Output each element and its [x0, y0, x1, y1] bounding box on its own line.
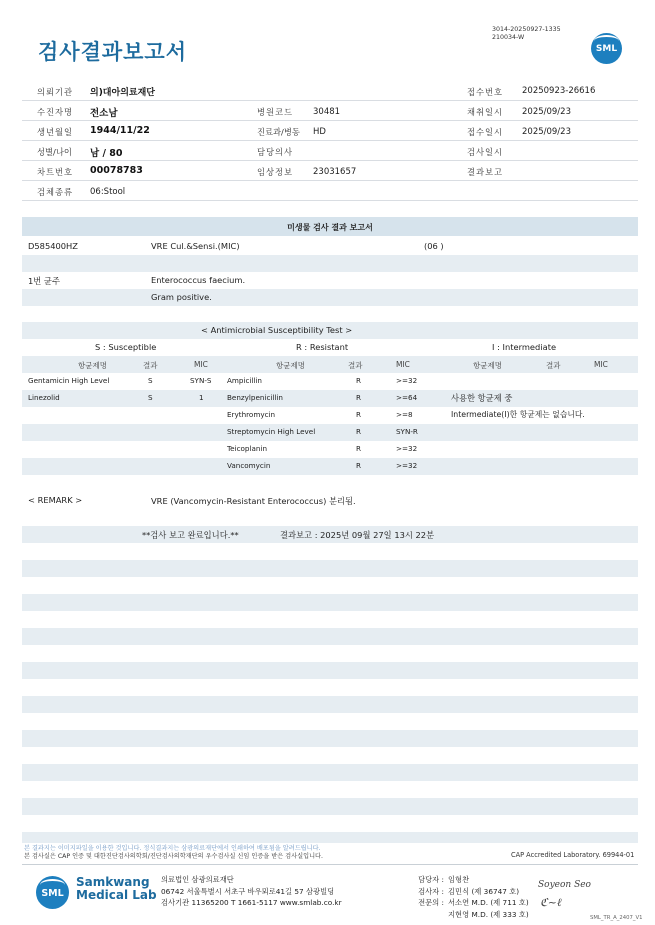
stripe [22, 764, 638, 781]
col-result-right: 결과 [546, 361, 561, 370]
signature-icon: Soyeon Seo [538, 880, 591, 890]
sex-age-label: 성별/나이 [37, 147, 72, 157]
col-mic-left: MIC [194, 360, 208, 369]
report-time: 결과보고 : 2025년 09월 27일 13시 22분 [280, 530, 435, 540]
table-row-mic: 1 [199, 393, 204, 402]
staff-manager: 임형찬 [448, 875, 470, 884]
col-drug-left: 항균제명 [78, 361, 107, 370]
intermediate-note-line2: Intermediate(I)한 항균제는 없습니다. [451, 410, 585, 419]
req-org-label: 의뢰기관 [37, 87, 74, 97]
footer-divider [22, 864, 638, 865]
staff-tester-label: 검사자 : [418, 886, 444, 896]
table-row-result: R [356, 393, 361, 402]
patient-name-label: 수진자명 [37, 107, 74, 117]
receipt-no-label: 접수번호 [467, 87, 504, 97]
org-line1: 의료법인 삼광의료재단 [161, 875, 234, 884]
remark-label: < REMARK > [28, 495, 83, 505]
table-row-mic: SYN-S [190, 376, 212, 385]
birth-value: 1944/11/22 [90, 125, 150, 136]
stripe [22, 730, 638, 747]
stripe [22, 832, 638, 843]
document-id-line1: 3014-20250927-1335 [492, 26, 561, 33]
table-row-result: R [356, 461, 361, 470]
stripe [22, 696, 638, 713]
clinical-value: 23031657 [313, 167, 357, 177]
stripe [22, 662, 638, 679]
cap-accreditation: CAP Accredited Laboratory. 69944-01 [511, 851, 635, 859]
table-row-drug: Linezolid [28, 393, 60, 402]
footer-note-accreditation: 본 검사실은 CAP 인증 및 대한진단검사의학회/진단검사의학재단의 우수검사실 신임 인증을 받은 검사실입니다. [24, 853, 323, 860]
signature-2-icon: ℭ~ℓ [540, 896, 562, 909]
patient-name-value: 전소남 [90, 108, 118, 119]
staff-list [411, 874, 529, 920]
table-row-result: R [356, 376, 361, 385]
table-row-drug: Gentamicin High Level [28, 376, 110, 385]
table-row-drug: Teicoplanin [227, 444, 268, 453]
specimen-label: 검체종류 [37, 187, 74, 197]
stripe [22, 560, 638, 577]
stripe [22, 390, 638, 407]
stripe [22, 628, 638, 645]
col-result-mid: 결과 [348, 361, 363, 370]
collect-date-label: 채취일시 [467, 107, 504, 117]
table-row-mic: >=8 [396, 410, 413, 419]
stripe [22, 458, 638, 475]
org-name-line1: Samkwang [76, 875, 150, 889]
table-row-result: S [148, 376, 153, 385]
test-name: VRE Cul.&Sensi.(MIC) [151, 241, 240, 251]
table-row-drug: Benzylpenicillin [227, 393, 283, 402]
hospital-code-label: 병원코드 [257, 107, 294, 117]
legend-susceptible: S : Susceptible [95, 342, 157, 352]
org-line3: 검사기관 11365200 T 1661-5117 www.smlab.co.kr [161, 898, 342, 907]
sml-logo-icon [591, 33, 622, 64]
chart-no-value: 00078783 [90, 165, 143, 176]
intermediate-note-line1: 사용한 항균제 중 [451, 393, 513, 403]
test-number: (06 ) [424, 241, 444, 251]
table-row-drug: Streptomycin High Level [227, 427, 316, 436]
table-row-result: R [356, 410, 361, 419]
remark-text: VRE (Vancomycin-Resistant Enterococcus) 분리됨. [151, 496, 356, 506]
doctor-label: 담당의사 [257, 147, 294, 157]
organism-gram: Gram positive. [151, 292, 212, 302]
hospital-code-value: 30481 [313, 107, 341, 117]
table-row-result: R [356, 444, 361, 453]
dept-value: HD [313, 127, 326, 137]
col-drug-mid: 항균제명 [276, 361, 305, 370]
table-row-result: S [148, 393, 153, 402]
receipt-date-value: 2025/09/23 [522, 127, 571, 137]
document-id [492, 26, 561, 42]
col-drug-right: 항균제명 [473, 361, 502, 370]
collect-date-value: 2025/09/23 [522, 107, 571, 117]
org-address [161, 874, 342, 909]
stripe [22, 594, 638, 611]
result-report-label: 결과보고 [467, 167, 504, 177]
req-org-value: 의)대아의료재단 [90, 88, 155, 98]
col-mic-right: MIC [594, 360, 608, 369]
chart-no-label: 차트번호 [37, 167, 74, 177]
col-mic-mid: MIC [396, 360, 410, 369]
table-row-drug: Ampicillin [227, 376, 262, 385]
table-row-mic: >=32 [396, 444, 418, 453]
test-code: D585400HZ [28, 241, 78, 251]
table-row-mic: SYN-R [396, 427, 418, 436]
table-row-drug: Erythromycin [227, 410, 276, 419]
sex-age-value: 남 / 80 [90, 148, 123, 159]
org-name-line2: Medical Lab [76, 888, 157, 902]
staff-manager-label: 담당자 : [418, 875, 444, 884]
clinical-label: 임상정보 [257, 167, 294, 177]
staff-expert-label: 전문의 : [418, 898, 444, 907]
legend-intermediate: I : Intermediate [492, 342, 557, 352]
birth-label: 생년월일 [37, 127, 74, 137]
sml-footer-logo-icon [36, 876, 69, 909]
org-line2: 06742 서울특별시 서초구 바우뫼로41길 57 삼광빌딩 [161, 886, 335, 896]
stripe [22, 424, 638, 441]
specimen-value: 06:Stool [90, 187, 126, 197]
page-title: 검사결과보고서 [38, 40, 188, 64]
test-date-label: 검사일시 [467, 147, 504, 157]
footer-logo-text: SML [41, 888, 64, 899]
receipt-date-label: 접수일시 [467, 127, 504, 137]
legend-resistant: R : Resistant [296, 342, 349, 352]
logo-text: SML [595, 44, 618, 54]
stripe [22, 798, 638, 815]
staff-expert1: 서소연 M.D. (제 711 호) [448, 898, 529, 907]
stripe [22, 289, 638, 306]
organism-label: 1번 균주 [28, 276, 60, 286]
ast-title: < Antimicrobial Susceptibility Test > [201, 325, 353, 335]
staff-tester: 김민식 (제 36747 호) [448, 886, 520, 896]
table-row-drug: Vancomycin [227, 461, 271, 470]
organism-name: Enterococcus faecium. [151, 275, 246, 285]
receipt-no-value: 20250923-26616 [522, 86, 596, 96]
table-row-mic: >=32 [396, 376, 418, 385]
table-row-mic: >=32 [396, 461, 418, 470]
stripe [22, 255, 638, 272]
org-name [76, 876, 157, 902]
staff-expert2: 지현영 M.D. (제 333 호) [448, 909, 529, 919]
form-code: SML_TR_A_2407_V1 [590, 915, 643, 921]
completion-text: **검사 보고 완료입니다.** [142, 530, 239, 540]
document-id-line2: 210034-W [492, 34, 525, 41]
micro-section-title: 미생물 검사 결과 보고서 [287, 223, 373, 232]
dept-label: 진료과/병동 [257, 127, 300, 137]
table-row-result: R [356, 427, 361, 436]
footer-note-blue: 본 결과지는 이미지파일을 이용한 것입니다. 정식결과지는 삼광의료재단에서 인쇄하여 배포됨을 알려드립니다. [24, 845, 321, 852]
col-result-left: 결과 [143, 361, 158, 370]
table-row-mic: >=64 [396, 393, 418, 402]
